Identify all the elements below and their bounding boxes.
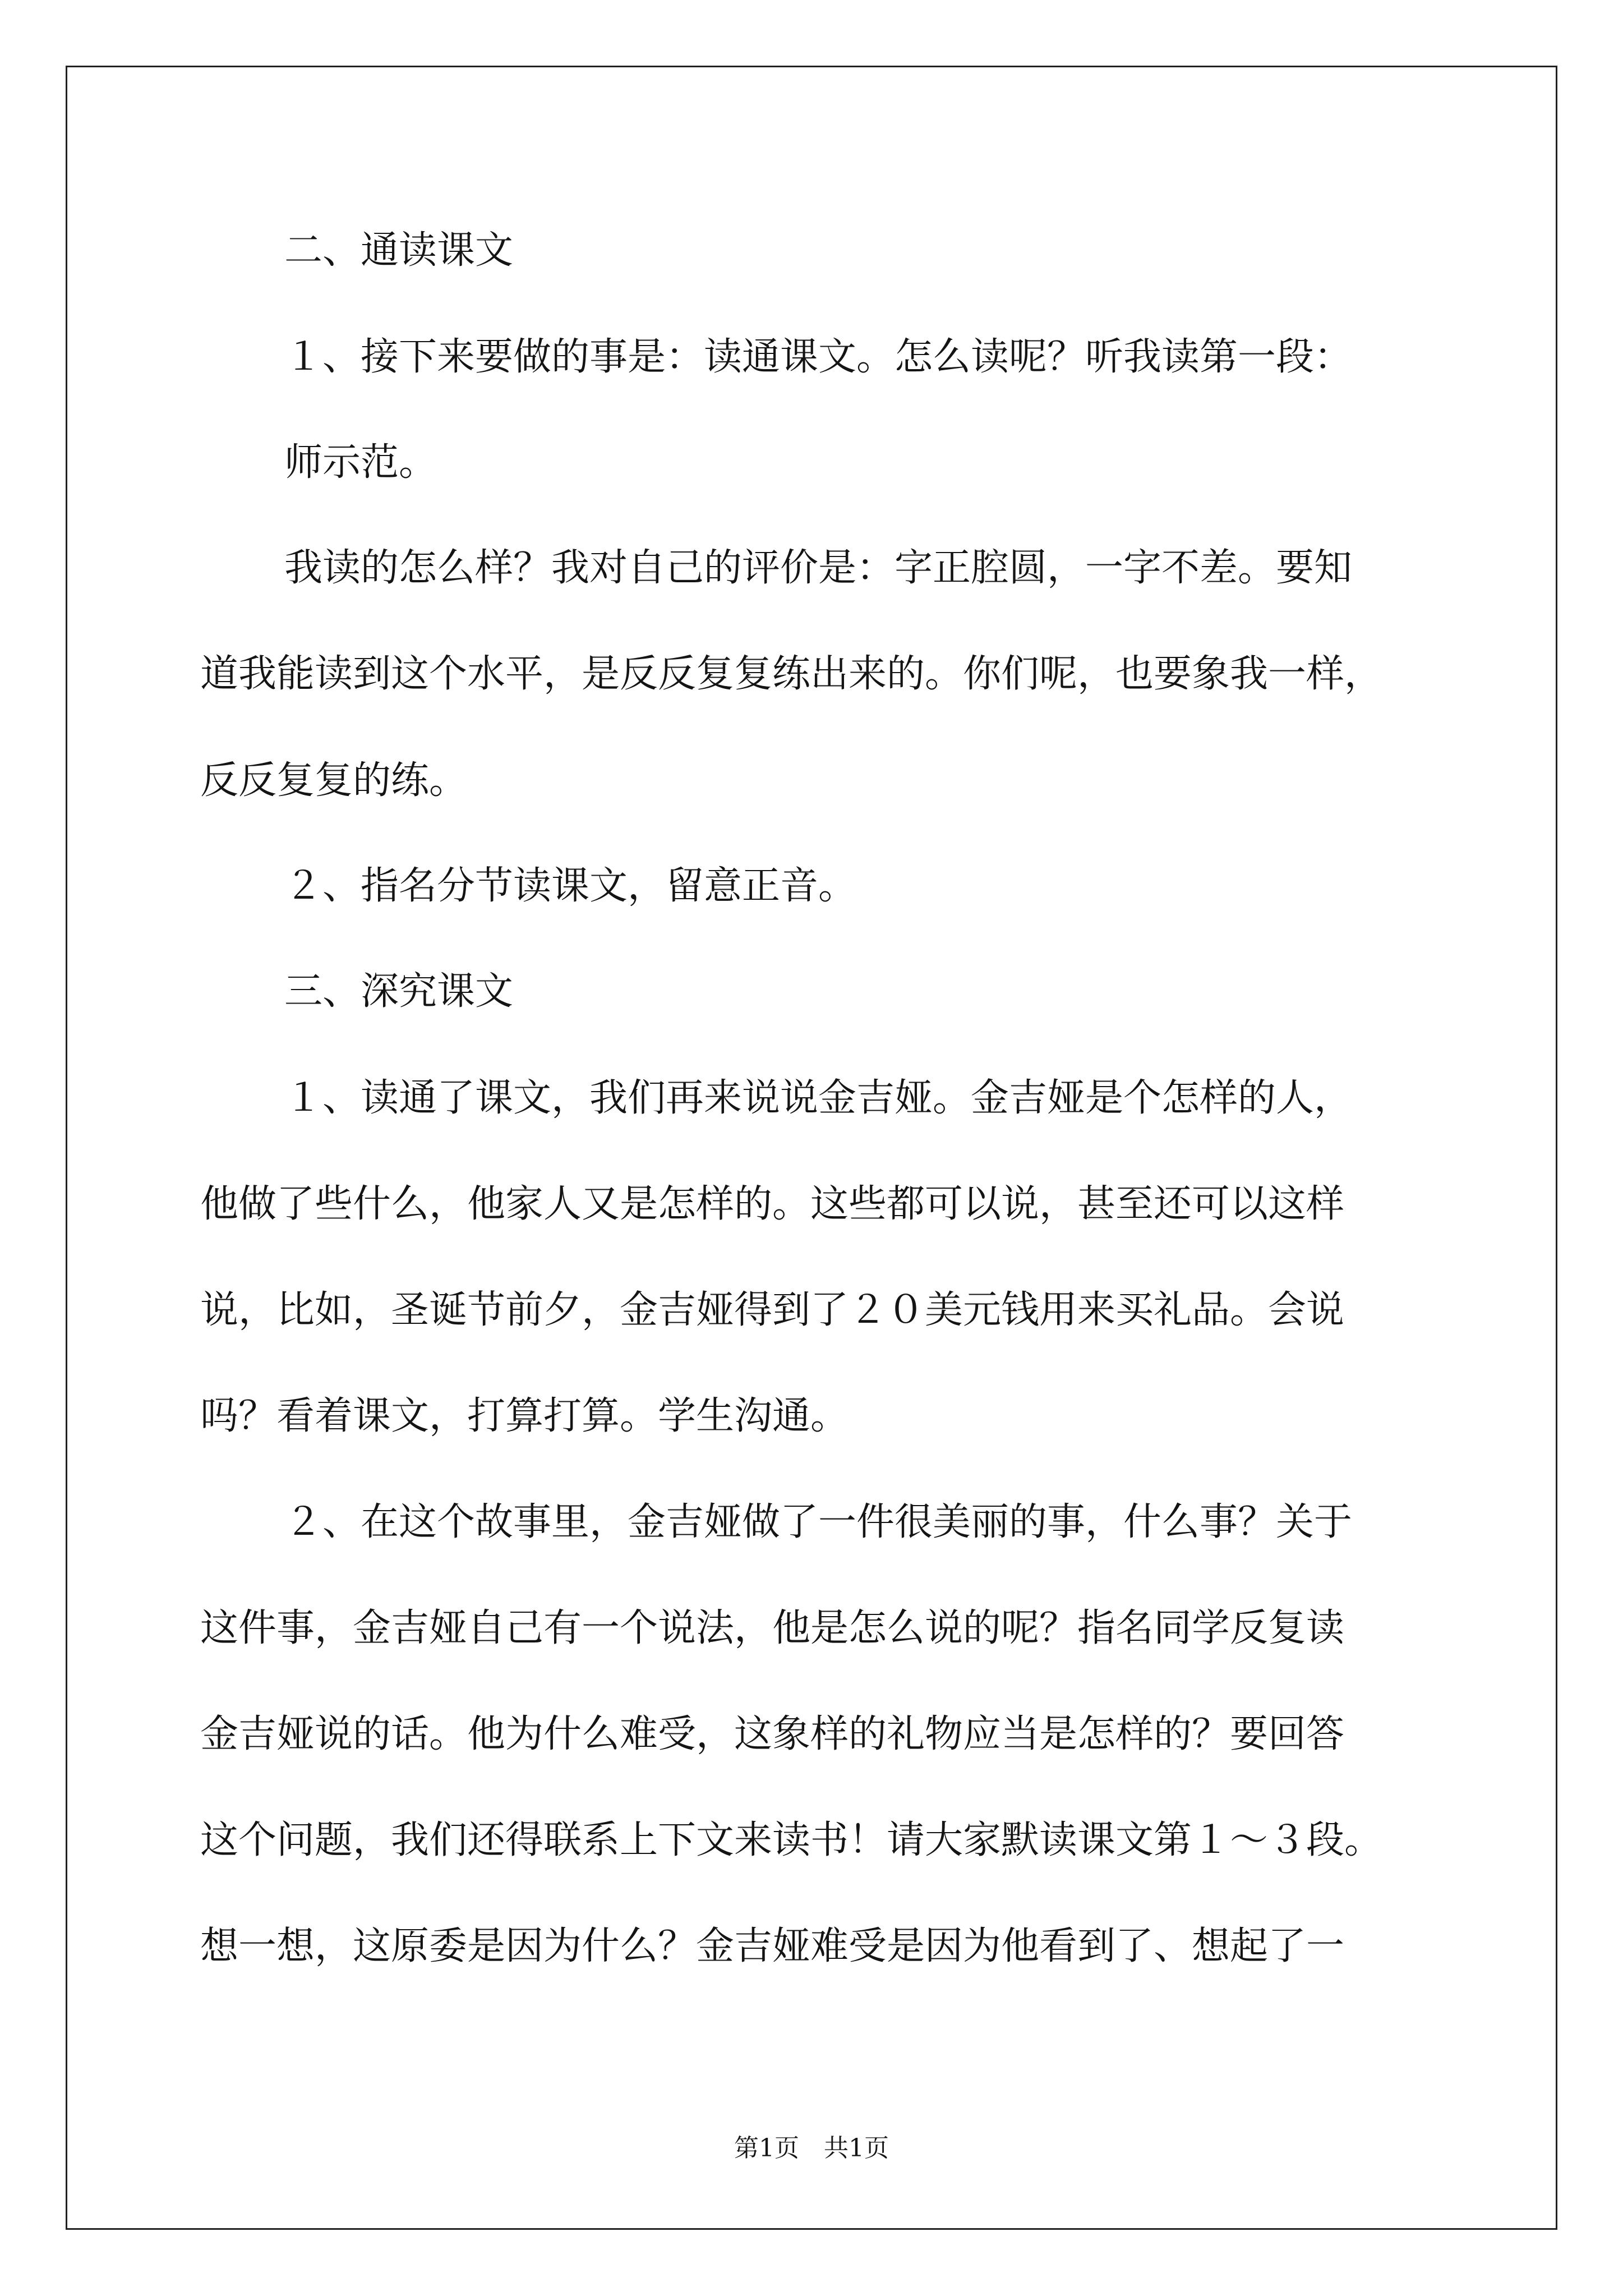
paragraph-line: 这个问题，我们还得联系上下文来读书！请大家默读课文第１～３段。: [200, 1818, 1383, 1862]
paragraph-line: ２、在这个故事里，金吉娅做了一件很美丽的事，什么事？关于: [284, 1500, 1353, 1544]
paragraph-line: １、接下来要做的事是：读通课文。怎么读呢？听我读第一段：: [284, 335, 1353, 379]
section-heading-2: 二、通读课文: [284, 228, 514, 273]
paragraph-line: １、读通了课文，我们再来说说金吉娅。金吉娅是个怎样的人，: [284, 1076, 1353, 1120]
paragraph-line: 这件事，金吉娅自己有一个说法，他是怎么说的呢？指名同学反复读: [200, 1606, 1345, 1650]
paragraph-line: 我读的怎么样？我对自己的评价是：字正腔圆，一字不差。要知: [284, 546, 1353, 590]
paragraph-line: 说，比如，圣诞节前夕，金吉娅得到了２０美元钱用来买礼品。会说: [200, 1288, 1345, 1332]
paragraph-line: ２、指名分节读课文，留意正音。: [284, 864, 857, 908]
paragraph-line: 吗？看着课文，打算打算。学生沟通。: [200, 1394, 849, 1438]
page-border: [66, 66, 1557, 2230]
paragraph-line: 反反复复的练。: [200, 758, 468, 803]
paragraph-line: 金吉娅说的话。他为什么难受，这象样的礼物应当是怎样的？要回答: [200, 1712, 1345, 1756]
paragraph-line: 道我能读到这个水平，是反反复复练出来的。你们呢，也要象我一样，: [200, 652, 1383, 696]
paragraph-line: 他做了些什么，他家人又是怎样的。这些都可以说，甚至还可以这样: [200, 1182, 1345, 1226]
page-footer: 第1页 共1页: [734, 2134, 889, 2162]
section-heading-3: 三、深究课文: [284, 969, 514, 1014]
paragraph-line: 想一想，这原委是因为什么？金吉娅难受是因为他看到了、想起了一: [200, 1924, 1345, 1968]
paragraph-line: 师示范。: [284, 440, 437, 485]
